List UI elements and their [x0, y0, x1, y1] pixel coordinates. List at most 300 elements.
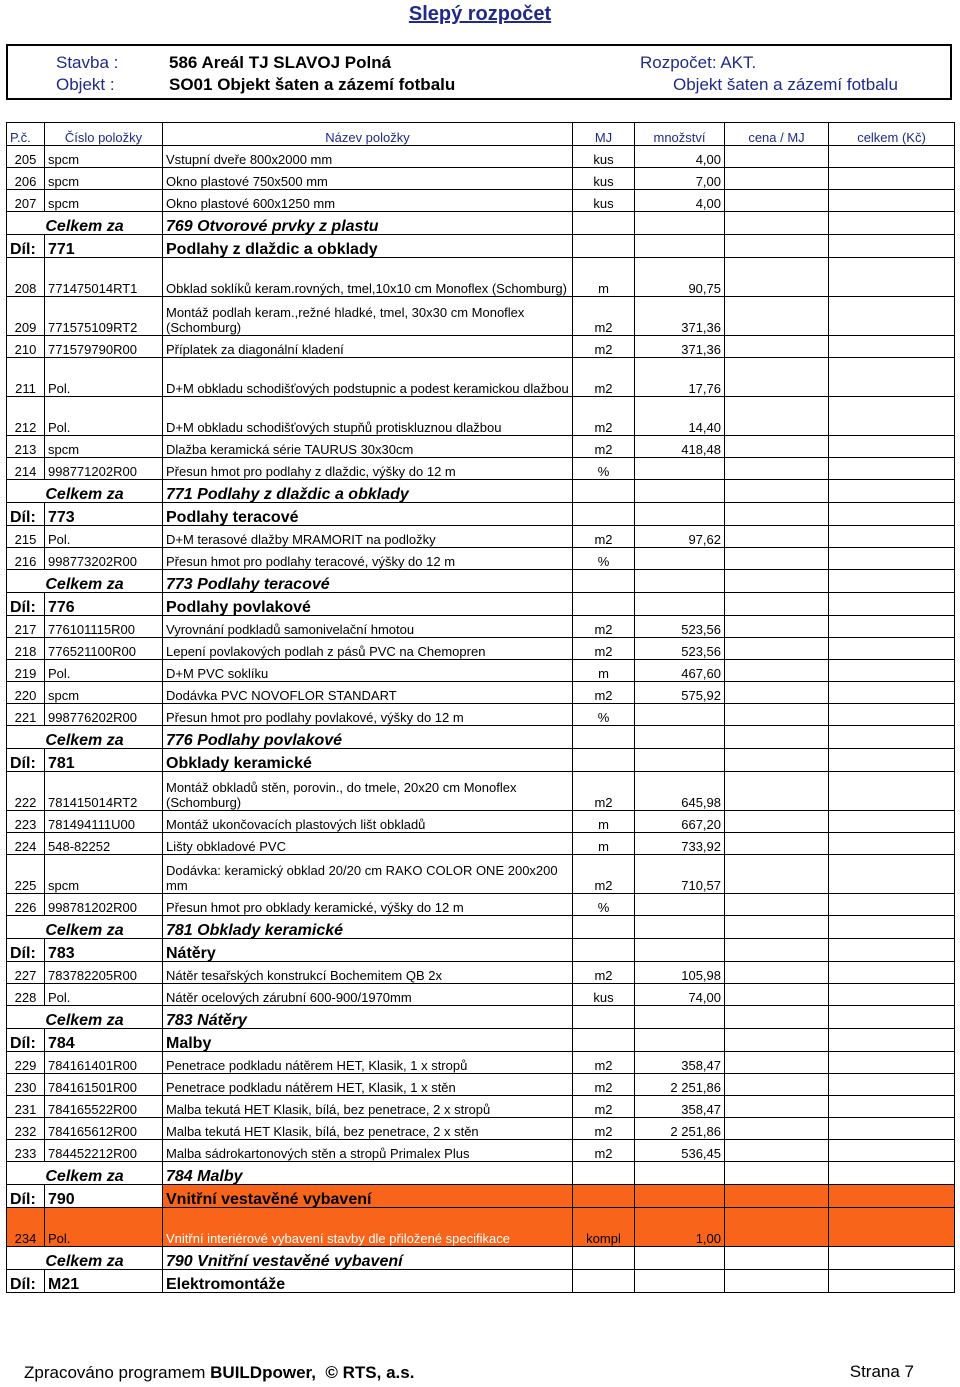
- item-code: 771475014RT1: [45, 258, 163, 297]
- item-code: 784161501R00: [45, 1074, 163, 1096]
- table-cell: [573, 570, 635, 593]
- col-header: celkem (Kč): [829, 123, 955, 146]
- table-row: [7, 146, 955, 168]
- item-quantity: 710,57: [635, 855, 725, 894]
- stavba-value: 586 Areál TJ SLAVOJ Polná: [169, 53, 392, 72]
- table-row: [7, 1140, 955, 1162]
- section-name: Malby: [163, 1029, 573, 1052]
- item-name: Přesun hmot pro podlahy povlakové, výšky do 12 m: [163, 704, 573, 726]
- item-quantity: 536,45: [635, 1140, 725, 1162]
- item-price: [725, 894, 829, 916]
- table-cell: [829, 1247, 955, 1270]
- table-row: [7, 704, 955, 726]
- table-cell: [725, 570, 829, 593]
- section-name: Podlahy teracové: [163, 503, 573, 526]
- table-cell: [829, 1270, 955, 1293]
- item-name: Přesun hmot pro podlahy teracové, výšky do 12 m: [163, 548, 573, 570]
- table-cell: [829, 593, 955, 616]
- item-price: [725, 1052, 829, 1074]
- section-label: Díl:: [7, 235, 45, 258]
- item-code: 784165522R00: [45, 1096, 163, 1118]
- item-total: [829, 436, 955, 458]
- table-cell: [635, 570, 725, 593]
- item-name: D+M obkladu schodišťových podstupnic a podest keramickou dlažbou: [163, 358, 573, 397]
- table-cell: [635, 503, 725, 526]
- footer-company: © RTS, a.s.: [325, 1363, 415, 1382]
- section-label: Díl:: [7, 503, 45, 526]
- item-unit: m2: [573, 1074, 635, 1096]
- item-total: [829, 1118, 955, 1140]
- table-row: [7, 297, 955, 336]
- item-total: [829, 258, 955, 297]
- item-code: Pol.: [45, 984, 163, 1006]
- table-cell: [573, 939, 635, 962]
- item-total: [829, 358, 955, 397]
- item-quantity: 105,98: [635, 962, 725, 984]
- table-cell: [829, 570, 955, 593]
- item-price: [725, 436, 829, 458]
- item-code: 784161401R00: [45, 1052, 163, 1074]
- section-total-row: [7, 480, 955, 503]
- table-row: [7, 833, 955, 855]
- section-total-name: 769 Otvorové prvky z plastu: [163, 212, 573, 235]
- item-code: 781494111U00: [45, 811, 163, 833]
- section-total-label: Celkem za: [7, 1006, 163, 1029]
- table-cell: [829, 212, 955, 235]
- section-row: [7, 235, 955, 258]
- item-code: spcm: [45, 190, 163, 212]
- section-total-label: Celkem za: [7, 1247, 163, 1270]
- item-total: [829, 772, 955, 811]
- section-code: 781: [45, 749, 163, 772]
- section-total-label: Celkem za: [7, 1162, 163, 1185]
- item-name: Nátěr tesařských konstrukcí Bochemitem QB 2x: [163, 962, 573, 984]
- item-price: [725, 1208, 829, 1247]
- stavba-label: Stavba :: [56, 53, 119, 72]
- section-row: [7, 749, 955, 772]
- rozpocet-label: Rozpočet: AKT.: [640, 53, 757, 72]
- item-unit: m2: [573, 1052, 635, 1074]
- item-total: [829, 682, 955, 704]
- footer: [24, 1363, 414, 1383]
- item-total: [829, 548, 955, 570]
- item-total: [829, 336, 955, 358]
- item-quantity: 2 251,86: [635, 1118, 725, 1140]
- objekt-name: Objekt šaten a zázemí fotbalu: [673, 75, 898, 94]
- section-total-name: 783 Nátěry: [163, 1006, 573, 1029]
- item-total: [829, 1096, 955, 1118]
- item-quantity: 2 251,86: [635, 1074, 725, 1096]
- section-total-row: [7, 726, 955, 749]
- table-row: [7, 1096, 955, 1118]
- item-quantity: 358,47: [635, 1096, 725, 1118]
- item-quantity: 575,92: [635, 682, 725, 704]
- row-number: 215: [7, 526, 45, 548]
- item-name: Přesun hmot pro podlahy z dlaždic, výšky do 12 m: [163, 458, 573, 480]
- table-cell: [573, 1247, 635, 1270]
- item-quantity: 7,00: [635, 168, 725, 190]
- item-quantity: 358,47: [635, 1052, 725, 1074]
- section-total-label: Celkem za: [7, 480, 163, 503]
- row-number: 227: [7, 962, 45, 984]
- table-row: [7, 1208, 955, 1247]
- item-name: Okno plastové 750x500 mm: [163, 168, 573, 190]
- table-cell: [635, 749, 725, 772]
- table-row: [7, 397, 955, 436]
- item-total: [829, 833, 955, 855]
- table-cell: [573, 1270, 635, 1293]
- item-quantity: 74,00: [635, 984, 725, 1006]
- table-cell: [829, 235, 955, 258]
- section-label: Díl:: [7, 749, 45, 772]
- item-total: [829, 660, 955, 682]
- row-number: 212: [7, 397, 45, 436]
- item-total: [829, 458, 955, 480]
- table-cell: [635, 726, 725, 749]
- table-cell: [725, 1162, 829, 1185]
- item-name: Lepení povlakových podlah z pásů PVC na Chemopren: [163, 638, 573, 660]
- section-label: Díl:: [7, 1270, 45, 1293]
- table-cell: [725, 726, 829, 749]
- item-quantity: 645,98: [635, 772, 725, 811]
- item-code: 548-82252: [45, 833, 163, 855]
- row-number: 219: [7, 660, 45, 682]
- item-name: Montáž ukončovacích plastových lišt obkladů: [163, 811, 573, 833]
- section-total-name: 781 Obklady keramické: [163, 916, 573, 939]
- item-unit: m2: [573, 682, 635, 704]
- row-number: 217: [7, 616, 45, 638]
- item-price: [725, 962, 829, 984]
- table-row: [7, 638, 955, 660]
- row-number: 205: [7, 146, 45, 168]
- table-cell: [725, 480, 829, 503]
- row-number: 222: [7, 772, 45, 811]
- table-cell: [725, 749, 829, 772]
- table-row: [7, 772, 955, 811]
- section-total-name: 776 Podlahy povlakové: [163, 726, 573, 749]
- col-header: P.č.: [7, 123, 45, 146]
- section-total-name: 771 Podlahy z dlaždic a obklady: [163, 480, 573, 503]
- item-price: [725, 548, 829, 570]
- section-label: Díl:: [7, 593, 45, 616]
- table-cell: [725, 503, 829, 526]
- item-total: [829, 297, 955, 336]
- item-total: [829, 811, 955, 833]
- table-cell: [725, 939, 829, 962]
- item-price: [725, 190, 829, 212]
- item-name: D+M terasové dlažby MRAMORIT na podložky: [163, 526, 573, 548]
- item-unit: m2: [573, 397, 635, 436]
- table-cell: [725, 235, 829, 258]
- item-quantity: 523,56: [635, 616, 725, 638]
- item-price: [725, 855, 829, 894]
- table-row: [7, 660, 955, 682]
- item-unit: m2: [573, 297, 635, 336]
- objekt-label: Objekt :: [56, 75, 115, 94]
- item-unit: m2: [573, 336, 635, 358]
- table-cell: [573, 593, 635, 616]
- table-header: [7, 123, 955, 146]
- item-quantity: 17,76: [635, 358, 725, 397]
- item-name: Dodávka: keramický obklad 20/20 cm RAKO COLOR ONE 200x200 mm: [163, 855, 573, 894]
- footer-prefix: Zpracováno programem: [24, 1363, 211, 1382]
- item-price: [725, 1118, 829, 1140]
- section-row: [7, 1270, 955, 1293]
- item-code: 776101115R00: [45, 616, 163, 638]
- item-code: 784165612R00: [45, 1118, 163, 1140]
- item-unit: m2: [573, 526, 635, 548]
- section-code: 773: [45, 503, 163, 526]
- item-unit: m2: [573, 616, 635, 638]
- section-total-label: Celkem za: [7, 726, 163, 749]
- item-name: Dlažba keramická série TAURUS 30x30cm: [163, 436, 573, 458]
- item-name: Penetrace podkladu nátěrem HET, Klasik, 1 x stěn: [163, 1074, 573, 1096]
- row-number: 213: [7, 436, 45, 458]
- table-cell: [573, 726, 635, 749]
- section-total-row: [7, 916, 955, 939]
- table-row: [7, 855, 955, 894]
- table-cell: [725, 1247, 829, 1270]
- item-unit: m: [573, 660, 635, 682]
- item-unit: m2: [573, 962, 635, 984]
- item-price: [725, 358, 829, 397]
- row-number: 210: [7, 336, 45, 358]
- table-row: [7, 682, 955, 704]
- item-name: Malba tekutá HET Klasik, bílá, bez penetrace, 2 x stěn: [163, 1118, 573, 1140]
- section-total-row: [7, 1162, 955, 1185]
- section-total-name: 790 Vnitřní vestavěné vybavení: [163, 1247, 573, 1270]
- budget-table: [6, 122, 954, 1293]
- row-number: 224: [7, 833, 45, 855]
- item-name: Lišty obkladové PVC: [163, 833, 573, 855]
- item-total: [829, 190, 955, 212]
- item-code: 781415014RT2: [45, 772, 163, 811]
- row-number: 231: [7, 1096, 45, 1118]
- table-cell: [829, 1185, 955, 1208]
- item-price: [725, 682, 829, 704]
- item-total: [829, 146, 955, 168]
- item-name: Vyrovnání podkladů samonivelační hmotou: [163, 616, 573, 638]
- item-total: [829, 1208, 955, 1247]
- item-code: spcm: [45, 682, 163, 704]
- table-cell: [635, 1029, 725, 1052]
- item-code: Pol.: [45, 660, 163, 682]
- table-row: [7, 962, 955, 984]
- item-quantity: 90,75: [635, 258, 725, 297]
- item-unit: kus: [573, 190, 635, 212]
- row-number: 206: [7, 168, 45, 190]
- table-cell: [635, 212, 725, 235]
- item-name: Malba tekutá HET Klasik, bílá, bez penetrace, 2 x stropů: [163, 1096, 573, 1118]
- table-cell: [829, 1162, 955, 1185]
- section-label: Díl:: [7, 939, 45, 962]
- table-row: [7, 458, 955, 480]
- page-number: Strana 7: [849, 1362, 914, 1381]
- row-number: 223: [7, 811, 45, 833]
- table-row: [7, 811, 955, 833]
- item-total: [829, 526, 955, 548]
- item-unit: kus: [573, 984, 635, 1006]
- item-unit: m: [573, 811, 635, 833]
- item-price: [725, 833, 829, 855]
- item-code: Pol.: [45, 1208, 163, 1247]
- item-code: 784452212R00: [45, 1140, 163, 1162]
- item-unit: m2: [573, 1118, 635, 1140]
- section-total-label: Celkem za: [7, 916, 163, 939]
- item-total: [829, 894, 955, 916]
- section-name: Vnitřní vestavěné vybavení: [163, 1185, 573, 1208]
- item-quantity: [635, 894, 725, 916]
- row-number: 226: [7, 894, 45, 916]
- col-header: Název položky: [163, 123, 573, 146]
- item-code: spcm: [45, 168, 163, 190]
- table-cell: [829, 1029, 955, 1052]
- table-row: [7, 984, 955, 1006]
- item-quantity: [635, 548, 725, 570]
- item-unit: m2: [573, 436, 635, 458]
- col-header: MJ: [573, 123, 635, 146]
- table-cell: [725, 1270, 829, 1293]
- item-code: Pol.: [45, 526, 163, 548]
- section-code: M21: [45, 1270, 163, 1293]
- table-cell: [573, 1185, 635, 1208]
- item-total: [829, 1140, 955, 1162]
- item-code: 998781202R00: [45, 894, 163, 916]
- item-code: 998776202R00: [45, 704, 163, 726]
- item-code: spcm: [45, 436, 163, 458]
- table-row: [7, 1052, 955, 1074]
- section-total-name: 784 Malby: [163, 1162, 573, 1185]
- item-price: [725, 1140, 829, 1162]
- row-number: 232: [7, 1118, 45, 1140]
- item-name: Malba sádrokartonových stěn a stropů Primalex Plus: [163, 1140, 573, 1162]
- item-name: Obklad soklíků keram.rovných, tmel,10x10 cm Monoflex (Schomburg): [163, 258, 573, 297]
- table-cell: [635, 1185, 725, 1208]
- item-price: [725, 1074, 829, 1096]
- item-total: [829, 855, 955, 894]
- row-number: 211: [7, 358, 45, 397]
- table-row: [7, 336, 955, 358]
- item-name: Nátěr ocelových zárubní 600-900/1970mm: [163, 984, 573, 1006]
- item-name: Montáž obkladů stěn, porovin., do tmele, 20x20 cm Monoflex (Schomburg): [163, 772, 573, 811]
- item-name: Vnitřní interiérové vybavení stavby dle přiložené specifikace: [163, 1208, 573, 1247]
- item-quantity: 1,00: [635, 1208, 725, 1247]
- section-total-row: [7, 1006, 955, 1029]
- table-cell: [725, 1029, 829, 1052]
- item-quantity: 667,20: [635, 811, 725, 833]
- item-quantity: [635, 458, 725, 480]
- table-cell: [635, 1247, 725, 1270]
- section-total-row: [7, 570, 955, 593]
- section-total-label: Celkem za: [7, 570, 163, 593]
- table-cell: [829, 939, 955, 962]
- item-unit: m2: [573, 638, 635, 660]
- section-name: Obklady keramické: [163, 749, 573, 772]
- table-cell: [829, 726, 955, 749]
- table-row: [7, 526, 955, 548]
- table-cell: [829, 749, 955, 772]
- table-row: [7, 616, 955, 638]
- item-name: Příplatek za diagonální kladení: [163, 336, 573, 358]
- table-cell: [573, 503, 635, 526]
- row-number: 225: [7, 855, 45, 894]
- item-total: [829, 616, 955, 638]
- header-box: [6, 44, 952, 100]
- item-quantity: 14,40: [635, 397, 725, 436]
- row-number: 234: [7, 1208, 45, 1247]
- item-price: [725, 638, 829, 660]
- item-price: [725, 168, 829, 190]
- row-number: 218: [7, 638, 45, 660]
- item-price: [725, 258, 829, 297]
- item-name: Vstupní dveře 800x2000 mm: [163, 146, 573, 168]
- item-total: [829, 962, 955, 984]
- row-number: 220: [7, 682, 45, 704]
- table-cell: [573, 212, 635, 235]
- table-cell: [829, 1006, 955, 1029]
- table-row: [7, 548, 955, 570]
- row-number: 229: [7, 1052, 45, 1074]
- section-total-name: 773 Podlahy teracové: [163, 570, 573, 593]
- item-name: Penetrace podkladu nátěrem HET, Klasik, 1 x stropů: [163, 1052, 573, 1074]
- section-row: [7, 939, 955, 962]
- table-row: [7, 358, 955, 397]
- section-row: [7, 503, 955, 526]
- table-cell: [829, 480, 955, 503]
- item-total: [829, 1052, 955, 1074]
- section-row: [7, 1029, 955, 1052]
- item-unit: %: [573, 548, 635, 570]
- section-label: Díl:: [7, 1185, 45, 1208]
- item-quantity: [635, 704, 725, 726]
- item-unit: m2: [573, 1096, 635, 1118]
- item-total: [829, 984, 955, 1006]
- row-number: 214: [7, 458, 45, 480]
- section-label: Díl:: [7, 1029, 45, 1052]
- table-cell: [573, 916, 635, 939]
- section-code: 783: [45, 939, 163, 962]
- section-name: Podlahy z dlaždic a obklady: [163, 235, 573, 258]
- item-total: [829, 638, 955, 660]
- item-quantity: 733,92: [635, 833, 725, 855]
- item-code: Pol.: [45, 358, 163, 397]
- table-cell: [635, 235, 725, 258]
- section-code: 771: [45, 235, 163, 258]
- table-cell: [725, 916, 829, 939]
- item-code: 776521100R00: [45, 638, 163, 660]
- item-unit: %: [573, 704, 635, 726]
- item-price: [725, 397, 829, 436]
- item-total: [829, 1074, 955, 1096]
- row-number: 216: [7, 548, 45, 570]
- item-price: [725, 297, 829, 336]
- table-cell: [725, 1006, 829, 1029]
- item-unit: %: [573, 894, 635, 916]
- page-title: Slepý rozpočet: [408, 3, 552, 25]
- row-number: 221: [7, 704, 45, 726]
- section-row: [7, 593, 955, 616]
- table-cell: [635, 1162, 725, 1185]
- table-row: [7, 168, 955, 190]
- section-row: [7, 1185, 955, 1208]
- table-cell: [725, 1185, 829, 1208]
- table-cell: [573, 480, 635, 503]
- table-cell: [573, 235, 635, 258]
- row-number: 209: [7, 297, 45, 336]
- item-quantity: 467,60: [635, 660, 725, 682]
- section-total-label: Celkem za: [7, 212, 163, 235]
- item-unit: m: [573, 833, 635, 855]
